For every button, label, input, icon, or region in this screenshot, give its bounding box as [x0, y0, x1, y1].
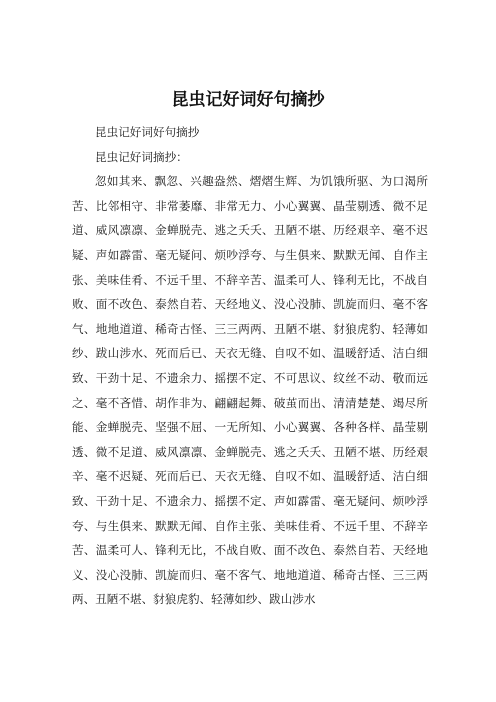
word-list-paragraph: 忽如其来、飘忽、兴趣盎然、熠熠生辉、为饥饿所驱、为口渴所苦、比邻相守、非常萎靡、非常无力、小心翼翼、晶莹剔透、微不足道、威风凛凛、金蝉脱壳、逃之夭夭、丑陋不堪、历经艰辛、毫不迟疑、声如霹雷、毫无疑问、烦吵浮夸、与生俱来、默默无闻、自作主张、美味佳肴、不远千里、不辞辛苦、温柔可人、锋利无比，不战自败、面不改色、泰然自若、天经地义、没心没肺、凯旋而归、毫不客气、地地道道、稀奇古怪、三三两两、丑陋不堪、豺狼虎豹、轻薄如纱、跋山涉水、死而后已、天衣无缝、自叹不如、温暖舒适、洁白细致、干劲十足、不遗余力、摇摆不定、不可思议、纹丝不动、敬而远之、毫不吝惜、胡作非为、翩翩起舞、破茧而出、清清楚楚、竭尽所能、金蝉脱壳、坚强不屈、一无所知、小心翼翼、各种各样、晶莹剔透、微不足道、威风凛凛、金蝉脱壳、逃之夭夭、丑陋不堪、历经艰辛、毫不迟疑、死而后已、天衣无缝、自叹不如、温暖舒适、洁白细致、干劲十足、不遗余力、摇摆不定、声如霹雷、毫无疑问、烦吵浮夸、与生俱来、默默无闻、自作主张、美味佳肴、不远千里、不辞辛苦、温柔可人、锋利无比，不战自败、面不改色、泰然自若、天经地义、没心没肺、凯旋而归、毫不客气、地地道道、稀奇古怪、三三两两、丑陋不堪、豺狼虎豹、轻薄如纱、跋山涉水: [72, 174, 428, 607]
section-heading-paragraph: 昆虫记好词摘抄：: [95, 149, 188, 164]
subtitle-paragraph: 昆虫记好词好句摘抄: [95, 125, 200, 139]
document-body: [72, 120, 428, 612]
document-title: 昆虫记好词好句摘抄: [171, 90, 325, 110]
